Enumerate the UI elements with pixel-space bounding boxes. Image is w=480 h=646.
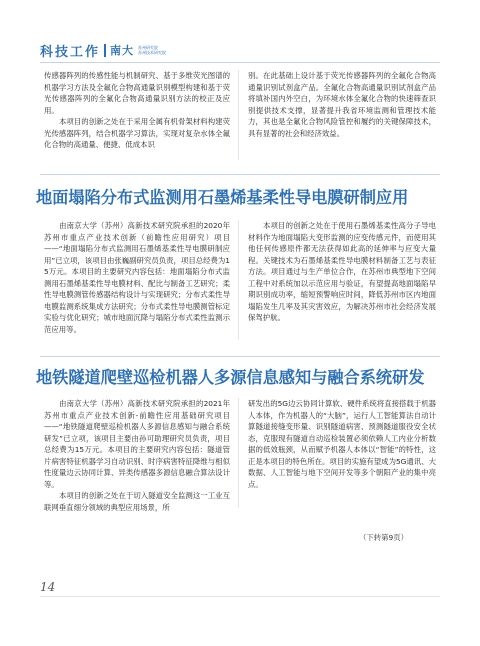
page-header — [40, 40, 166, 60]
paragraph: 别。在此基础上设计基于荧光传感器阵列的全氟化合物高通量识别试剂盒产品。全氟化合物高通量识别试剂盒产品将填补国内外空白，为环境水体全氟化合物的快速筛查识别提供技术支撑，显著提升我省环境监测和管理技术能力，其也是全氟化合物风险管控和履约的关键保障技术，具有显著的社会和经济效益。 — [248, 71, 436, 138]
page-number: 14 — [40, 580, 56, 594]
header-separator — [104, 44, 106, 57]
brand-subtitle-line-2: 苏州技术研究院 — [138, 50, 167, 55]
column-divider — [238, 398, 239, 508]
header-rule — [40, 62, 440, 63]
article2-right-column — [248, 220, 436, 324]
footer-rule — [40, 596, 440, 597]
column-divider — [238, 70, 239, 160]
column-divider — [238, 220, 239, 340]
section-label: 科技工作 — [40, 44, 101, 60]
article3-left-column — [44, 398, 230, 513]
paragraph: 传感器阵列的传感性能与机制研究、基于多维荧光图谱的机器学习方法及全氟化合物高通量识别模型构建和基于荧光传感器阵列的全氟化合物高通量识别方法的校正及应用。 — [44, 71, 230, 115]
paragraph: 由南京大学（苏州）高新技术研究院承担的2020年苏州市重点产业技术创新（前瞻性应用研究）项目——“地面塌陷分布式监测用石墨烯基柔性导电膜研制应用”已立项，该项目由张巍副研究员负责，项目总经费为15万元。本项目的主要研究内容包括：地面塌陷分布式监测用石墨烯基柔性导电膜材料、配比与制备工艺研究；柔性导电膜测管传感器结构设计与实现研究；分布式柔性导电膜监测系统集成方法研究；分布式柔性导电膜测管标定实验与优化研究；城市地面沉降与塌陷分布式柔性监测示范应用等。 — [44, 221, 230, 334]
paragraph: 本项目的创新之处在于采用全属有机骨架材料构建荧光传感器阵列，结合机器学习算法，实现对复杂水体全氟化合物的高通量、便捷、低成本识 — [44, 117, 230, 149]
paragraph: 由南京大学（苏州）高新技术研究院承担的2021年苏州市重点产业技术创新-前瞻性应用基础研究项目——“地铁隧道爬壁巡检机器人多源信息感知与融合系统研发”已立项，该项目主要由孙可助理研究员负责，项目总经费为15万元。本项目的主要研究内容包括：隧道管片病害特征机器学习自动识别、时序病害特征降维与相似性度量边云协同计算、异类传感器多源信息融合算法设计等。 — [44, 399, 230, 489]
article2-title: 地面塌陷分布式监测用石墨烯基柔性导电膜研制应用 — [36, 188, 409, 207]
article1-right-column — [248, 70, 436, 139]
article1-left-column — [44, 70, 230, 151]
brand-subtitle — [138, 45, 166, 55]
article2-left-column — [44, 220, 230, 335]
paragraph: 本项目的创新之处在于使用石墨烯基柔性高分子导电材料作为地面塌陷大变形监测的应变传感元件，而使用其他任何传感原件都无法获得如此高的延伸率与应变大量程。关键技术为石墨烯基柔性导电膜材料制备工艺与表征方法。项目通过与生产单位合作，在苏州市典型地下空间工程中对系统加以示范应用与验证，有望提高地面塌陷早期识别成功率，缩短预警响应时间，降低苏州市区内地面塌陷发生几率及其灾害效应，为解决苏州市社会经济发展保驾护航。 — [248, 221, 436, 322]
paragraph: 本项目的创新之处在于切入隧道安全监测这一工业互联网垂直细分领域的典型应用场景，所 — [44, 491, 230, 512]
section-rule — [40, 356, 440, 357]
article3-right-column — [248, 398, 436, 490]
article3-title: 地铁隧道爬壁巡检机器人多源信息感知与融合系统研发 — [36, 368, 425, 387]
brand-subtitle-line-1: 苏州研究院 — [138, 45, 159, 50]
continued-note: （下转第9页） — [358, 533, 408, 542]
section-rule — [40, 174, 440, 175]
brand-logo-text: 南大 — [110, 44, 135, 57]
paragraph: 研发出的5G边云协同计算软、硬件系统将直接搭载于机器人本体，作为机器人的“大脑”，运行人工智能算法自动计算隧道接缝变形量、识别隧道病害、预测隧道服役安全状态，克服现有隧道自动巡检装置必须依赖人工内业分析数据的低效瓶颈，从而赋予机器人本体以“智能”的特性，这正是本项目的特色所在。项目的实施有望成为5G通讯、大数据、人工智能与地下空间开发等多个朝阳产业的集中亮点。 — [248, 399, 436, 489]
